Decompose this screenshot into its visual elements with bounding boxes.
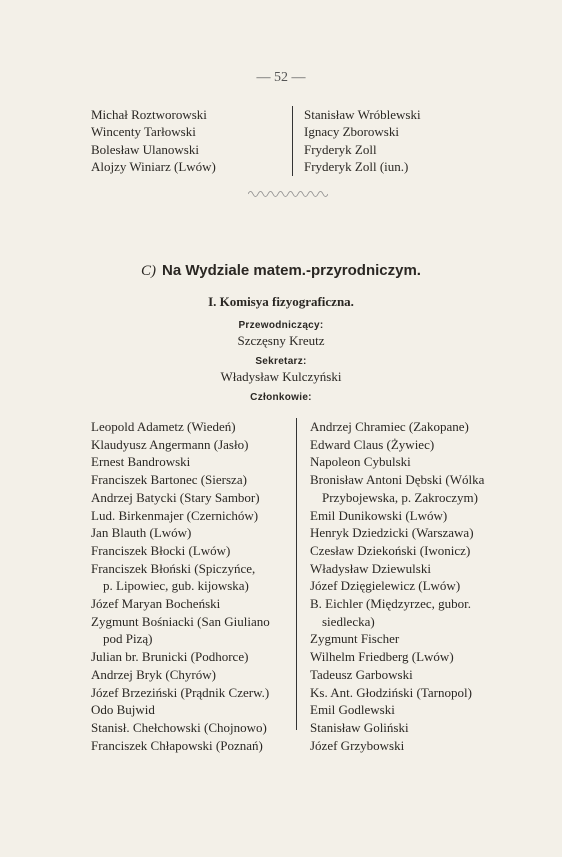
list-item: Stanisław Goliński xyxy=(310,719,409,735)
list-item: Józef Brzeziński (Prądnik Czerw.) xyxy=(91,684,270,700)
list-item: Stanisł. Chełchowski (Chojnowo) xyxy=(91,719,267,735)
members-label: Członkowie: xyxy=(250,392,312,403)
list-item: Edward Claus (Żywiec) xyxy=(310,436,435,452)
list-item: Michał Roztworowski xyxy=(91,107,207,122)
list-item: Ks. Ant. Głodziński (Tarnopol) xyxy=(310,684,472,700)
list-item: Fryderyk Zoll (iun.) xyxy=(304,159,409,175)
list-item: Andrzej Batycki (Stary Sambor) xyxy=(91,489,260,505)
list-item: Ignacy Zborowski xyxy=(304,124,399,140)
list-item: Franciszek Bartonec (Siersza) xyxy=(91,472,247,488)
secretary-name: Władysław Kulczyński xyxy=(220,369,342,384)
members-list-left xyxy=(91,418,270,754)
list-item: Zygmunt Bośniacki (San Giuliano xyxy=(91,613,270,629)
list-item: Jan Blauth (Lwów) xyxy=(91,525,192,541)
list-item: Bolesław Ulanowski xyxy=(91,141,199,157)
list-item: Klaudyusz Angermann (Jasło) xyxy=(91,436,249,452)
list-item: Franciszek Chłapowski (Poznań) xyxy=(91,737,263,753)
list-item: Przybojewska, p. Zakroczym) xyxy=(322,489,478,505)
list-item: Andrzej Bryk (Chyrów) xyxy=(91,666,216,682)
list-item: Józef Maryan Bocheński xyxy=(91,596,221,612)
top-list-left xyxy=(91,106,216,176)
list-item: Franciszek Błoński (Spiczyńce, xyxy=(91,560,256,576)
list-item: pod Pizą) xyxy=(103,631,153,647)
column-divider xyxy=(292,106,293,176)
list-item: Leopold Adametz (Wiedeń) xyxy=(91,419,236,434)
list-item: Czesław Dziekoński (Iwonicz) xyxy=(310,542,471,558)
list-item: Franciszek Błocki (Lwów) xyxy=(91,542,231,558)
column-divider xyxy=(296,418,297,730)
list-item: Emil Dunikowski (Lwów) xyxy=(310,507,448,523)
members-list-right xyxy=(310,418,484,754)
list-item: Wilhelm Friedberg (Lwów) xyxy=(310,649,454,665)
list-item: siedlecka) xyxy=(322,613,375,629)
section-letter: C) xyxy=(141,263,157,279)
list-item: Andrzej Chramiec (Zakopane) xyxy=(310,419,469,434)
chair-name: Szczęsny Kreutz xyxy=(237,333,325,348)
secretary-label: Sekretarz: xyxy=(255,356,307,367)
list-item: Józef Grzybowski xyxy=(310,737,405,753)
list-item: Zygmunt Fischer xyxy=(310,631,400,647)
list-item: Ernest Bandrowski xyxy=(91,454,191,470)
list-item: Józef Dzięgielewicz (Lwów) xyxy=(310,578,461,594)
list-item: Julian br. Brunicki (Podhorce) xyxy=(91,649,249,665)
list-item: p. Lipowiec, gub. kijowska) xyxy=(103,578,249,594)
list-item: Napoleon Cybulski xyxy=(310,454,411,470)
chair-label: Przewodniczący: xyxy=(238,320,324,331)
commission-title: I. Komisya fizyograficzna. xyxy=(208,294,354,309)
list-item: Tadeusz Garbowski xyxy=(310,666,413,682)
list-item: Emil Godlewski xyxy=(310,702,395,718)
list-item: Stanisław Wróblewski xyxy=(304,107,421,122)
wavy-ornament-icon xyxy=(248,188,328,198)
list-item: Lud. Birkenmajer (Czernichów) xyxy=(91,507,259,523)
list-item: Alojzy Winiarz (Lwów) xyxy=(91,159,216,175)
section-title: Na Wydziale matem.-przyrodniczym. xyxy=(162,262,421,279)
list-item: B. Eichler (Międzyrzec, gubor. xyxy=(310,596,471,612)
list-item: Henryk Dziedzicki (Warszawa) xyxy=(310,525,474,541)
page-number: — 52 — xyxy=(256,70,306,85)
list-item: Wincenty Tarłowski xyxy=(91,124,196,140)
section-heading xyxy=(0,262,562,280)
list-item: Bronisław Antoni Dębski (Wólka xyxy=(310,472,485,488)
list-item: Odo Bujwid xyxy=(91,702,155,718)
list-item: Fryderyk Zoll xyxy=(304,141,377,157)
top-list-right xyxy=(304,106,421,176)
list-item: Władysław Dziewulski xyxy=(310,560,431,576)
